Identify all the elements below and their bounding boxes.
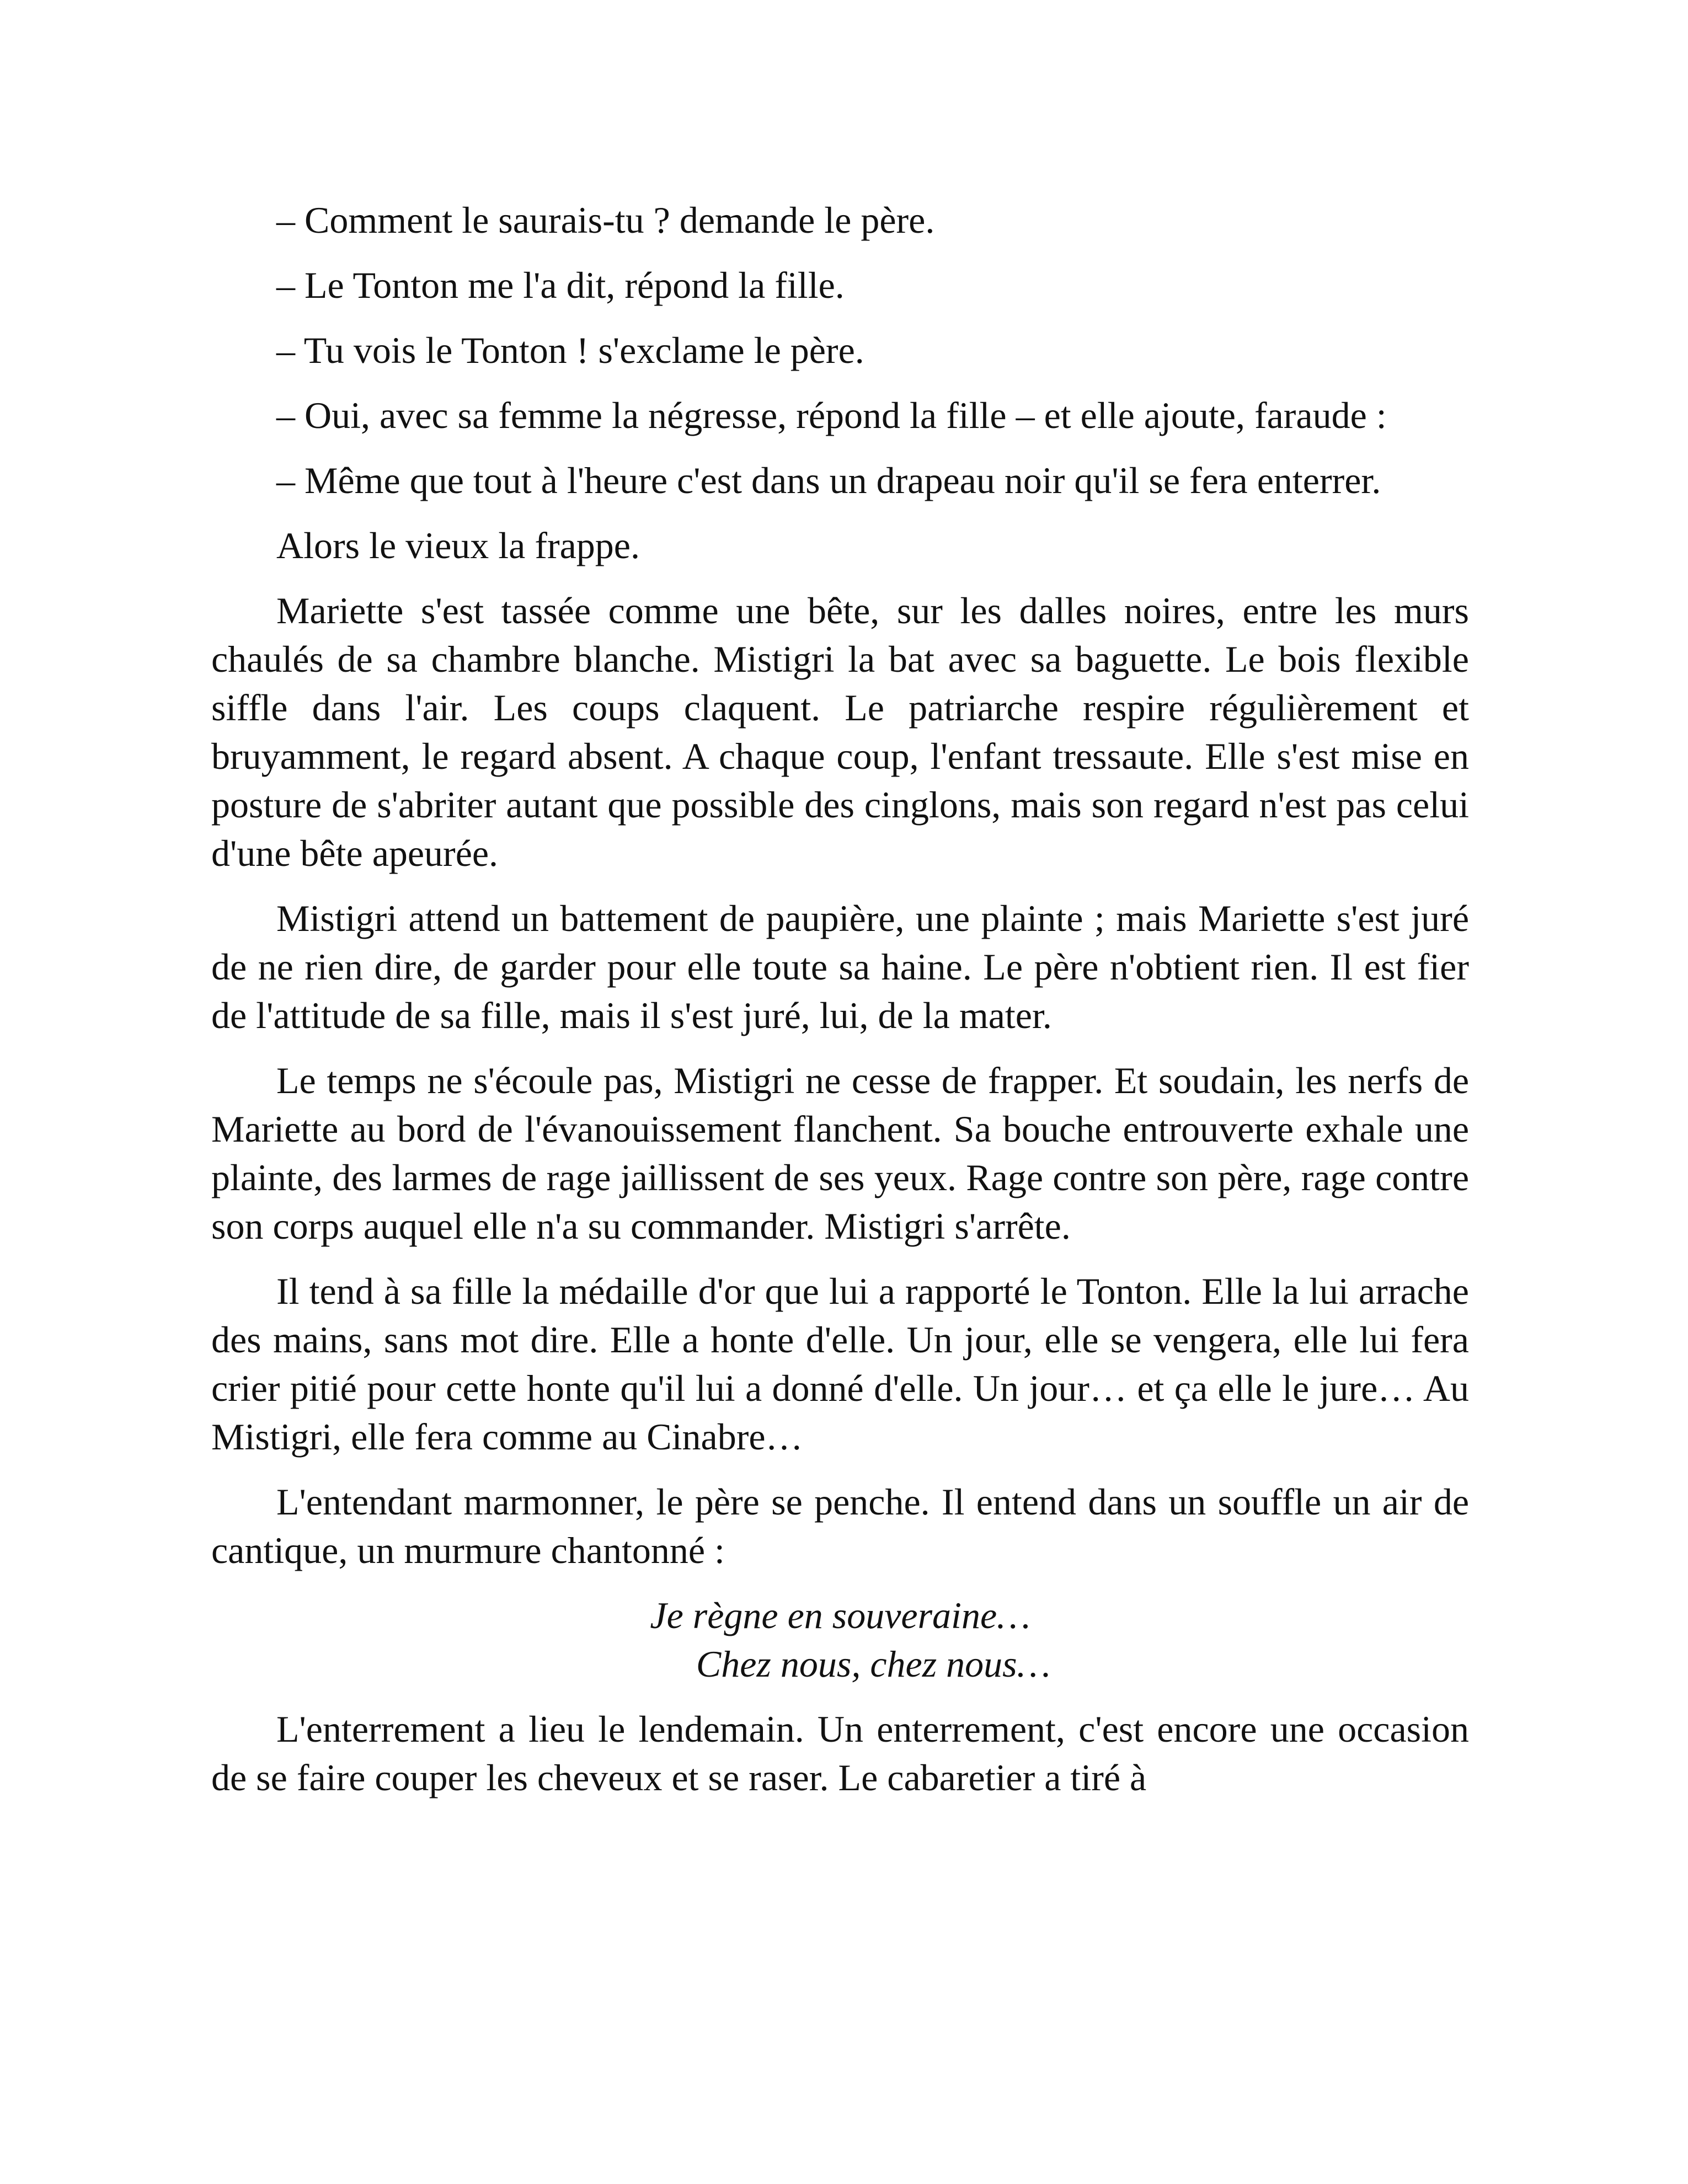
song-verse [211, 1591, 1469, 1688]
paragraph-11: L'entendant marmonner, le père se penche. Il entend dans un souffle un air de cantique, un murmure chantonné : [211, 1481, 1469, 1571]
paragraph-dialogue-2: – Le Tonton me l'a dit, répond la fille. [276, 264, 845, 306]
paragraph-dialogue-3: – Tu vois le Tonton ! s'exclame le père. [276, 329, 864, 371]
closing-paragraph: L'enterrement a lieu le lendemain. Un enterrement, c'est encore une occasion de se faire couper les cheveux et se raser. Le cabaretier a tiré à [211, 1708, 1469, 1798]
paragraph-dialogue-4: – Oui, avec sa femme la négresse, répond la fille – et elle ajoute, faraude : [276, 394, 1387, 436]
paragraph-7: Mariette s'est tassée comme une bête, sur les dalles noires, entre les murs chaulés de sa chambre blanche. Mistigri la bat avec sa baguette. Le bois flexible siffle dans l'air. Les coups claquent. Le patriarche respire régulièrement et bruyamment, le regard absent. A chaque coup, l'enfant tressaute. Elle s'est mise en posture de s'abriter autant que possible des cinglons, mais son regard n'est pas celui d'une bête apeurée. [211, 590, 1469, 874]
paragraph-8: Mistigri attend un battement de paupière, une plainte ; mais Mariette s'est juré de ne rien dire, de garder pour elle toute sa haine. Le père n'obtient rien. Il est fier de l'attitude de sa fille, mais il s'est juré, lui, de la mater. [211, 897, 1469, 1036]
song-line-1: Je règne en souveraine… [650, 1594, 1030, 1636]
paragraph-9: Le temps ne s'écoule pas, Mistigri ne cesse de frapper. Et soudain, les nerfs de Mariette au bord de l'évanouissement flanchent. Sa bouche entrouverte exhale une plainte, des larmes de rage jaillissent de ses yeux. Rage contre son père, rage contre son corps auquel elle n'a su commander. Mistigri s'arrête. [211, 1059, 1469, 1247]
song-line-2: Chez nous, chez nous… [696, 1643, 1051, 1685]
paragraph-dialogue-5: – Même que tout à l'heure c'est dans un drapeau noir qu'il se fera enterrer. [276, 459, 1381, 501]
paragraph-6: Alors le vieux la frappe. [276, 524, 640, 566]
paragraph-dialogue-1: – Comment le saurais-tu ? demande le père. [276, 199, 935, 241]
body-text [211, 196, 1469, 1818]
paragraph-10: Il tend à sa fille la médaille d'or que lui a rapporté le Tonton. Elle la lui arrache des mains, sans mot dire. Elle a honte d'elle. Un jour, elle se vengera, elle lui fera crier pitié pour cette honte qu'il lui a donné d'elle. Un jour… et ça elle le jure… Au Mistigri, elle fera comme au Cinabre… [211, 1270, 1469, 1458]
